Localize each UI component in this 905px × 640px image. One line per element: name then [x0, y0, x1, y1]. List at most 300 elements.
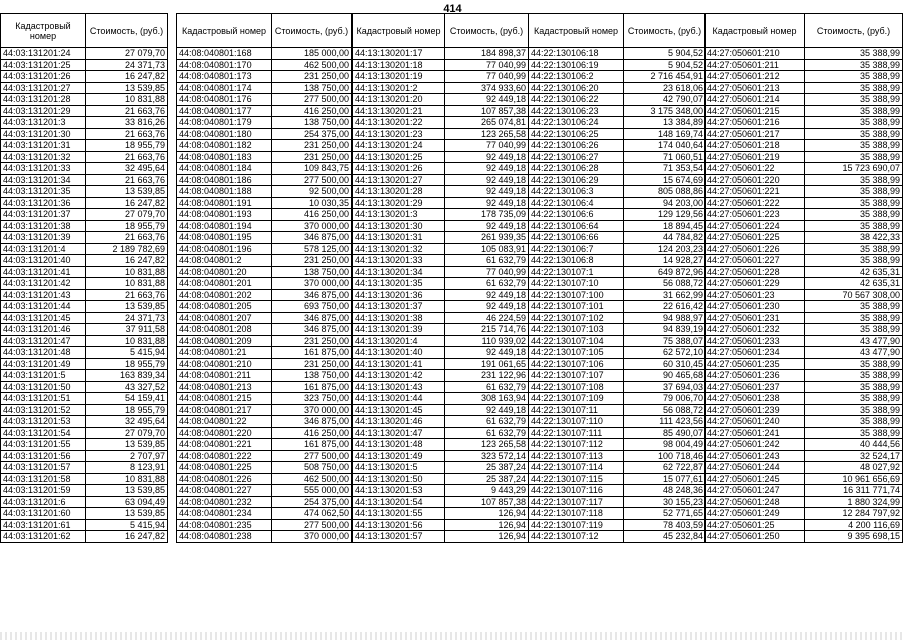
cadastral-number-cell: 44:08:040801:201: [177, 278, 272, 290]
header-cadastral-number: Кадастровый номер: [705, 14, 805, 48]
cost-cell: 54 159,41: [86, 393, 168, 405]
table-row: [705, 301, 903, 313]
cadastral-number-cell: 44:03:131201:55: [1, 439, 86, 451]
table-row: [1, 105, 168, 117]
cost-cell: 43 477,90: [805, 347, 903, 359]
cost-cell: 24 371,73: [86, 312, 168, 324]
cadastral-number-cell: 44:08:040801:20: [177, 266, 272, 278]
cost-cell: 92 449,18: [445, 151, 529, 163]
table-row: [353, 59, 529, 71]
cost-cell: 693 750,00: [272, 301, 352, 313]
cadastral-number-cell: 44:08:040801:213: [177, 381, 272, 393]
cost-cell: 35 388,99: [805, 393, 903, 405]
table-row: [529, 301, 706, 313]
cost-cell: 10 961 656,69: [805, 473, 903, 485]
registry-table-3: [352, 13, 529, 543]
cadastral-number-cell: 44:08:040801:211: [177, 370, 272, 382]
table-row: [705, 71, 903, 83]
cost-cell: 370 000,00: [272, 531, 352, 543]
table-row: [177, 117, 352, 129]
cadastral-number-cell: 44:13:130201:21: [353, 105, 445, 117]
cadastral-number-cell: 44:08:040801:177: [177, 105, 272, 117]
table-row: [529, 117, 706, 129]
cadastral-number-cell: 44:08:040801:196: [177, 243, 272, 255]
cadastral-number-cell: 44:27:050601:243: [705, 450, 805, 462]
cadastral-number-cell: 44:22:130107:116: [529, 485, 624, 497]
cadastral-number-cell: 44:22:130107:118: [529, 508, 624, 520]
cadastral-number-cell: 44:03:131201:51: [1, 393, 86, 405]
cost-cell: 16 247,82: [86, 71, 168, 83]
cadastral-number-cell: 44:13:130201:35: [353, 278, 445, 290]
cadastral-number-cell: 44:08:040801:207: [177, 312, 272, 324]
table-row: [705, 508, 903, 520]
cost-cell: 277 500,00: [272, 450, 352, 462]
cadastral-number-cell: 44:13:130201:20: [353, 94, 445, 106]
cadastral-number-cell: 44:08:040801:235: [177, 519, 272, 531]
cadastral-number-cell: 44:27:050601:232: [705, 324, 805, 336]
cost-cell: 374 933,60: [445, 82, 529, 94]
cadastral-number-cell: 44:13:130201:57: [353, 531, 445, 543]
cadastral-number-cell: 44:22:130106:19: [529, 59, 624, 71]
cost-cell: 94 839,19: [624, 324, 706, 336]
cost-cell: 215 714,76: [445, 324, 529, 336]
header-cadastral-number: Кадастровый номер: [1, 14, 86, 48]
cadastral-number-cell: 44:13:130201:28: [353, 186, 445, 198]
cadastral-number-cell: 44:22:130106:23: [529, 105, 624, 117]
table-row: [353, 140, 529, 152]
cadastral-number-cell: 44:22:130106:66: [529, 232, 624, 244]
cost-cell: 109 843,75: [272, 163, 352, 175]
header-cadastral-number: Кадастровый номер: [177, 14, 272, 48]
cost-cell: 77 040,99: [445, 266, 529, 278]
table-row: [1, 496, 168, 508]
cadastral-number-cell: 44:27:050601:212: [705, 71, 805, 83]
table-row: [1, 255, 168, 267]
table-row: [353, 105, 529, 117]
cadastral-number-cell: 44:08:040801:22: [177, 416, 272, 428]
table-row: [705, 531, 903, 543]
cost-cell: 231 250,00: [272, 140, 352, 152]
cost-cell: 35 388,99: [805, 174, 903, 186]
table-row: [177, 301, 352, 313]
table-row: [177, 519, 352, 531]
cadastral-number-cell: 44:08:040801:183: [177, 151, 272, 163]
table-row: [1, 324, 168, 336]
cost-cell: 21 663,76: [86, 289, 168, 301]
cost-cell: 62 722,87: [624, 462, 706, 474]
cost-cell: 61 632,79: [445, 278, 529, 290]
cost-cell: 16 311 771,74: [805, 485, 903, 497]
cost-cell: 254 375,00: [272, 128, 352, 140]
cost-cell: 32 495,64: [86, 416, 168, 428]
table-row: [1, 186, 168, 198]
cadastral-number-cell: 44:03:131201:53: [1, 416, 86, 428]
cadastral-number-cell: 44:03:131201:25: [1, 59, 86, 71]
cadastral-number-cell: 44:22:130106:18: [529, 48, 624, 60]
table-row: [529, 174, 706, 186]
cost-cell: 18 955,79: [86, 140, 168, 152]
cadastral-number-cell: 44:08:040801:217: [177, 404, 272, 416]
table-row: [705, 439, 903, 451]
cadastral-number-cell: 44:03:131201:45: [1, 312, 86, 324]
table-row: [177, 496, 352, 508]
cadastral-number-cell: 44:27:050601:248: [705, 496, 805, 508]
cadastral-number-cell: 44:08:040801:184: [177, 163, 272, 175]
cadastral-number-cell: 44:22:130107:114: [529, 462, 624, 474]
table-row: [1, 508, 168, 520]
cadastral-number-cell: 44:03:131201:34: [1, 174, 86, 186]
cost-cell: 5 904,52: [624, 48, 706, 60]
cost-cell: 370 000,00: [272, 404, 352, 416]
cadastral-number-cell: 44:22:130106:3: [529, 186, 624, 198]
cost-cell: 124 203,23: [624, 243, 706, 255]
table-row: [529, 59, 706, 71]
table-row: [1, 71, 168, 83]
table-row: [1, 82, 168, 94]
table-row: [177, 335, 352, 347]
cadastral-number-cell: 44:22:130106:6: [529, 209, 624, 221]
table-row: [529, 255, 706, 267]
cost-cell: 129 129,56: [624, 209, 706, 221]
cost-cell: 35 388,99: [805, 48, 903, 60]
cost-cell: 370 000,00: [272, 220, 352, 232]
cadastral-number-cell: 44:27:050601:218: [705, 140, 805, 152]
table-row: [353, 186, 529, 198]
cadastral-number-cell: 44:13:130201:43: [353, 381, 445, 393]
cost-cell: 138 750,00: [272, 266, 352, 278]
cadastral-number-cell: 44:27:050601:210: [705, 48, 805, 60]
table-row: [529, 358, 706, 370]
cost-cell: 10 831,88: [86, 266, 168, 278]
table-row: [529, 450, 706, 462]
table-row: [177, 209, 352, 221]
cost-cell: 107 857,38: [445, 496, 529, 508]
cost-cell: 35 388,99: [805, 209, 903, 221]
cost-cell: 18 955,79: [86, 358, 168, 370]
cost-cell: 42 790,07: [624, 94, 706, 106]
cost-cell: 462 500,00: [272, 473, 352, 485]
cadastral-number-cell: 44:13:130201:27: [353, 174, 445, 186]
table-row: [529, 128, 706, 140]
table-row: [529, 71, 706, 83]
cost-cell: 126,94: [445, 508, 529, 520]
cost-cell: 63 094,49: [86, 496, 168, 508]
cadastral-number-cell: 44:08:040801:227: [177, 485, 272, 497]
cost-cell: 462 500,00: [272, 59, 352, 71]
table-row: [177, 393, 352, 405]
cadastral-number-cell: 44:03:131201:28: [1, 94, 86, 106]
cadastral-number-cell: 44:22:130107:106: [529, 358, 624, 370]
cost-cell: 5 415,94: [86, 347, 168, 359]
table-row: [705, 485, 903, 497]
cost-cell: 110 939,02: [445, 335, 529, 347]
cost-cell: 107 857,38: [445, 105, 529, 117]
table-row: [353, 427, 529, 439]
table-row: [353, 473, 529, 485]
cost-cell: 13 384,89: [624, 117, 706, 129]
cadastral-number-cell: 44:08:040801:179: [177, 117, 272, 129]
cost-cell: 126,94: [445, 519, 529, 531]
table-row: [705, 266, 903, 278]
table-row: [353, 381, 529, 393]
cadastral-number-cell: 44:27:050601:215: [705, 105, 805, 117]
cadastral-number-cell: 44:03:131201:54: [1, 427, 86, 439]
cost-cell: 231 250,00: [272, 358, 352, 370]
table-row: [177, 347, 352, 359]
cost-cell: 94 203,00: [624, 197, 706, 209]
cadastral-number-cell: 44:08:040801:182: [177, 140, 272, 152]
table-row: [529, 220, 706, 232]
cost-cell: 346 875,00: [272, 324, 352, 336]
cadastral-number-cell: 44:13:130201:39: [353, 324, 445, 336]
table-row: [353, 347, 529, 359]
cost-cell: 37 911,58: [86, 324, 168, 336]
cost-cell: 43 327,52: [86, 381, 168, 393]
cadastral-number-cell: 44:22:130106:25: [529, 128, 624, 140]
cost-cell: 35 388,99: [805, 94, 903, 106]
cadastral-number-cell: 44:22:130107:109: [529, 393, 624, 405]
table-row: [177, 427, 352, 439]
cost-cell: 1 880 324,99: [805, 496, 903, 508]
cadastral-number-cell: 44:03:131201:42: [1, 278, 86, 290]
cadastral-number-cell: 44:13:130201:30: [353, 220, 445, 232]
cost-cell: 13 539,85: [86, 439, 168, 451]
cost-cell: 416 250,00: [272, 209, 352, 221]
header-cost-rub: Стоимость, (руб.): [272, 14, 352, 48]
cost-cell: 48 027,92: [805, 462, 903, 474]
cost-cell: 10 831,88: [86, 335, 168, 347]
cadastral-number-cell: 44:13:130201:17: [353, 48, 445, 60]
table-row: [353, 278, 529, 290]
cost-cell: 92 449,18: [445, 174, 529, 186]
table-row: [529, 94, 706, 106]
table-row: [705, 427, 903, 439]
cost-cell: 78 403,59: [624, 519, 706, 531]
cadastral-number-cell: 44:27:050601:226: [705, 243, 805, 255]
cost-cell: 35 388,99: [805, 358, 903, 370]
cadastral-number-cell: 44:22:130106:29: [529, 174, 624, 186]
table-row: [1, 59, 168, 71]
cadastral-number-cell: 44:03:131201:49: [1, 358, 86, 370]
cadastral-number-cell: 44:13:130201:49: [353, 450, 445, 462]
table-row: [177, 381, 352, 393]
table-row: [1, 450, 168, 462]
table-row: [705, 174, 903, 186]
table-row: [177, 197, 352, 209]
table-row: [529, 335, 706, 347]
table-row: [353, 508, 529, 520]
table-row: [353, 94, 529, 106]
cadastral-number-cell: 44:08:040801:2: [177, 255, 272, 267]
cadastral-number-cell: 44:13:130201:22: [353, 117, 445, 129]
table-row: [705, 393, 903, 405]
table-row: [1, 151, 168, 163]
cadastral-number-cell: 44:27:050601:235: [705, 358, 805, 370]
cadastral-number-cell: 44:08:040801:21: [177, 347, 272, 359]
cadastral-number-cell: 44:08:040801:195: [177, 232, 272, 244]
table-row: [1, 335, 168, 347]
cadastral-number-cell: 44:22:130107:105: [529, 347, 624, 359]
cost-cell: 346 875,00: [272, 289, 352, 301]
cadastral-number-cell: 44:08:040801:170: [177, 59, 272, 71]
cost-cell: 52 771,65: [624, 508, 706, 520]
table-row: [353, 209, 529, 221]
cost-cell: 35 388,99: [805, 59, 903, 71]
cadastral-number-cell: 44:27:050601:224: [705, 220, 805, 232]
cost-cell: 92 449,18: [445, 186, 529, 198]
table-row: [1, 427, 168, 439]
cost-cell: 231 122,96: [445, 370, 529, 382]
cadastral-number-cell: 44:27:050601:217: [705, 128, 805, 140]
cadastral-number-cell: 44:03:131201:35: [1, 186, 86, 198]
cadastral-number-cell: 44:13:130201:41: [353, 358, 445, 370]
cadastral-number-cell: 44:13:130201:26: [353, 163, 445, 175]
table-row: [705, 450, 903, 462]
table-row: [705, 105, 903, 117]
cost-cell: 77 040,99: [445, 71, 529, 83]
table-row: [177, 220, 352, 232]
cost-cell: 35 388,99: [805, 117, 903, 129]
cadastral-number-cell: 44:27:050601:23: [705, 289, 805, 301]
table-row: [705, 209, 903, 221]
cadastral-number-cell: 44:27:050601:230: [705, 301, 805, 313]
table-row: [705, 48, 903, 60]
table-row: [1, 347, 168, 359]
registry-table-1: [0, 13, 168, 543]
table-row: [529, 209, 706, 221]
cadastral-number-cell: 44:08:040801:221: [177, 439, 272, 451]
cost-cell: 10 831,88: [86, 473, 168, 485]
table-row: [353, 266, 529, 278]
table-row: [177, 324, 352, 336]
cost-cell: 161 875,00: [272, 347, 352, 359]
cadastral-number-cell: 44:27:050601:214: [705, 94, 805, 106]
cadastral-number-cell: 44:03:131201:39: [1, 232, 86, 244]
cadastral-number-cell: 44:27:050601:227: [705, 255, 805, 267]
table-row: [705, 140, 903, 152]
table-row: [177, 128, 352, 140]
cadastral-number-cell: 44:27:050601:219: [705, 151, 805, 163]
cadastral-number-cell: 44:22:130107:104: [529, 335, 624, 347]
cadastral-number-cell: 44:08:040801:205: [177, 301, 272, 313]
cost-cell: 21 663,76: [86, 232, 168, 244]
table-row: [177, 473, 352, 485]
table-row: [1, 197, 168, 209]
table-row: [529, 266, 706, 278]
cadastral-number-cell: 44:03:131201:47: [1, 335, 86, 347]
cadastral-number-cell: 44:03:131201:5: [1, 370, 86, 382]
cadastral-number-cell: 44:03:131201:44: [1, 301, 86, 313]
table-row: [529, 324, 706, 336]
cost-cell: 42 635,31: [805, 266, 903, 278]
cadastral-number-cell: 44:27:050601:222: [705, 197, 805, 209]
cadastral-number-cell: 44:22:130106:4: [529, 197, 624, 209]
cost-cell: 44 784,82: [624, 232, 706, 244]
table-row: [1, 266, 168, 278]
cadastral-number-cell: 44:03:131201:48: [1, 347, 86, 359]
cadastral-number-cell: 44:13:130201:45: [353, 404, 445, 416]
cost-cell: 61 632,79: [445, 381, 529, 393]
cadastral-number-cell: 44:27:050601:228: [705, 266, 805, 278]
cost-cell: 370 000,00: [272, 278, 352, 290]
cadastral-number-cell: 44:27:050601:238: [705, 393, 805, 405]
table-row: [1, 128, 168, 140]
table-row: [353, 255, 529, 267]
cadastral-number-cell: 44:03:131201:58: [1, 473, 86, 485]
cost-cell: 231 250,00: [272, 71, 352, 83]
cost-cell: 123 265,58: [445, 128, 529, 140]
table-row: [529, 462, 706, 474]
table-row: [1, 209, 168, 221]
cadastral-number-cell: 44:27:050601:236: [705, 370, 805, 382]
table-row: [705, 381, 903, 393]
cost-cell: 21 663,76: [86, 105, 168, 117]
cadastral-number-cell: 44:27:050601:247: [705, 485, 805, 497]
cadastral-number-cell: 44:27:050601:237: [705, 381, 805, 393]
cadastral-number-cell: 44:27:050601:249: [705, 508, 805, 520]
cadastral-number-cell: 44:22:130106:27: [529, 151, 624, 163]
table-row: [529, 416, 706, 428]
table-row: [177, 94, 352, 106]
table-row: [353, 232, 529, 244]
table-row: [1, 232, 168, 244]
cadastral-number-cell: 44:22:130107:10: [529, 278, 624, 290]
cost-cell: 21 663,76: [86, 151, 168, 163]
cost-cell: 277 500,00: [272, 94, 352, 106]
cadastral-number-cell: 44:22:130106:8: [529, 255, 624, 267]
cadastral-number-cell: 44:03:131201:26: [1, 71, 86, 83]
cadastral-number-cell: 44:03:131201:62: [1, 531, 86, 543]
cadastral-number-cell: 44:03:131201:40: [1, 255, 86, 267]
table-row: [177, 508, 352, 520]
cost-cell: 323 750,00: [272, 393, 352, 405]
header-cadastral-number: Кадастровый номер: [353, 14, 445, 48]
table-row: [177, 462, 352, 474]
table-row: [705, 232, 903, 244]
cost-cell: 10 030,35: [272, 197, 352, 209]
table-row: [529, 312, 706, 324]
cost-cell: 265 074,81: [445, 117, 529, 129]
cost-cell: 79 006,70: [624, 393, 706, 405]
table-row: [705, 519, 903, 531]
cost-cell: 25 387,24: [445, 473, 529, 485]
cadastral-number-cell: 44:08:040801:180: [177, 128, 272, 140]
table-row: [529, 243, 706, 255]
table-row: [705, 243, 903, 255]
cost-cell: 31 662,99: [624, 289, 706, 301]
table-row: [529, 278, 706, 290]
cadastral-number-cell: 44:22:130107:119: [529, 519, 624, 531]
table-row: [353, 71, 529, 83]
table-row: [1, 358, 168, 370]
cost-cell: 22 616,42: [624, 301, 706, 313]
cadastral-number-cell: 44:27:050601:220: [705, 174, 805, 186]
table-row: [177, 140, 352, 152]
cost-cell: 12 284 797,92: [805, 508, 903, 520]
table-row: [705, 358, 903, 370]
cost-cell: 126,94: [445, 531, 529, 543]
cadastral-number-cell: 44:03:131201:31: [1, 140, 86, 152]
table-row: [529, 370, 706, 382]
cadastral-number-cell: 44:13:130201:29: [353, 197, 445, 209]
cost-cell: 148 169,74: [624, 128, 706, 140]
cadastral-number-cell: 44:22:130107:101: [529, 301, 624, 313]
table-row: [177, 278, 352, 290]
table-row: [1, 485, 168, 497]
cost-cell: 40 444,56: [805, 439, 903, 451]
cost-cell: 35 388,99: [805, 140, 903, 152]
table-row: [177, 439, 352, 451]
